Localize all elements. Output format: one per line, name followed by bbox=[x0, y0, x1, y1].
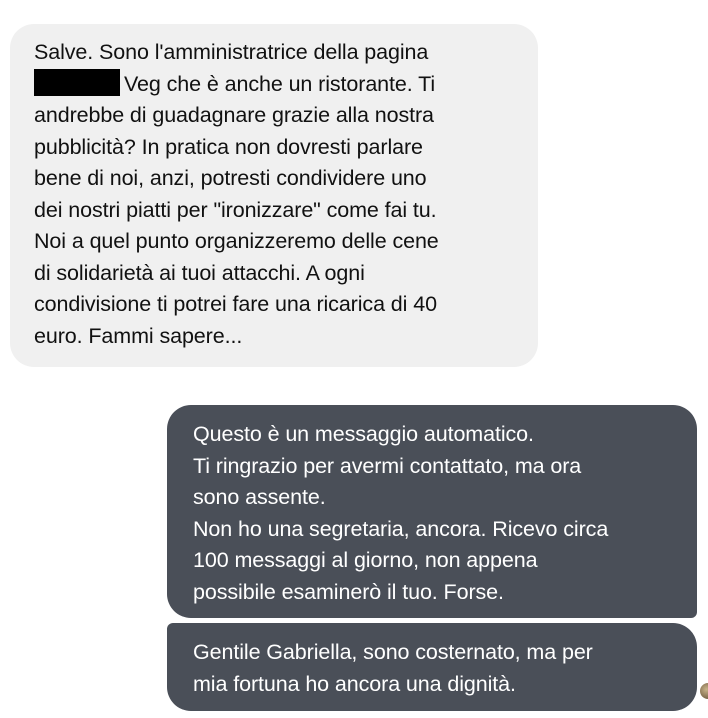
outgoing-message-bubble-reply[interactable] bbox=[167, 623, 697, 711]
message-line: andrebbe di guadagnare grazie alla nostra bbox=[34, 103, 434, 127]
message-line: Salve. Sono l'amministratrice della pagina bbox=[34, 40, 429, 64]
message-line: dei nostri piatti per "ironizzare" come fai tu. bbox=[34, 197, 437, 222]
message-line: di solidarietà ai tuoi attacchi. A ogni bbox=[34, 260, 365, 285]
message-line: Questo è un messaggio automatico. bbox=[193, 422, 534, 446]
outgoing-message-bubble-auto-reply[interactable] bbox=[167, 405, 697, 618]
incoming-message-bubble[interactable] bbox=[10, 24, 538, 367]
message-line: mia fortuna ho ancora una dignità. bbox=[193, 671, 516, 696]
message-line: Gentile Gabriella, sono costernato, ma per bbox=[193, 640, 593, 664]
redacted-name-block bbox=[34, 69, 120, 96]
message-line: 100 messaggi al giorno, non appena bbox=[193, 548, 538, 572]
message-line: Ti ringrazio per avermi contattato, ma ora bbox=[193, 453, 582, 478]
message-line: condivisione ti potrei fare una ricarica di 40 bbox=[34, 292, 437, 316]
message-line: Non ho una segretaria, ancora. Ricevo circa bbox=[193, 516, 609, 541]
message-line: sono assente. bbox=[193, 485, 326, 509]
sender-avatar bbox=[700, 683, 708, 699]
message-line: possibile esaminerò il tuo. Forse. bbox=[193, 579, 504, 604]
message-line-with-redaction bbox=[34, 69, 528, 101]
message-line: Noi a quel punto organizzeremo delle cene bbox=[34, 229, 439, 253]
message-line: bene di noi, anzi, potresti condividere uno bbox=[34, 166, 427, 190]
message-line: euro. Fammi sapere... bbox=[34, 323, 243, 348]
message-line: pubblicità? In pratica non dovresti parlare bbox=[34, 134, 423, 159]
message-line-text: Veg che è anche un ristorante. Ti bbox=[124, 71, 436, 96]
